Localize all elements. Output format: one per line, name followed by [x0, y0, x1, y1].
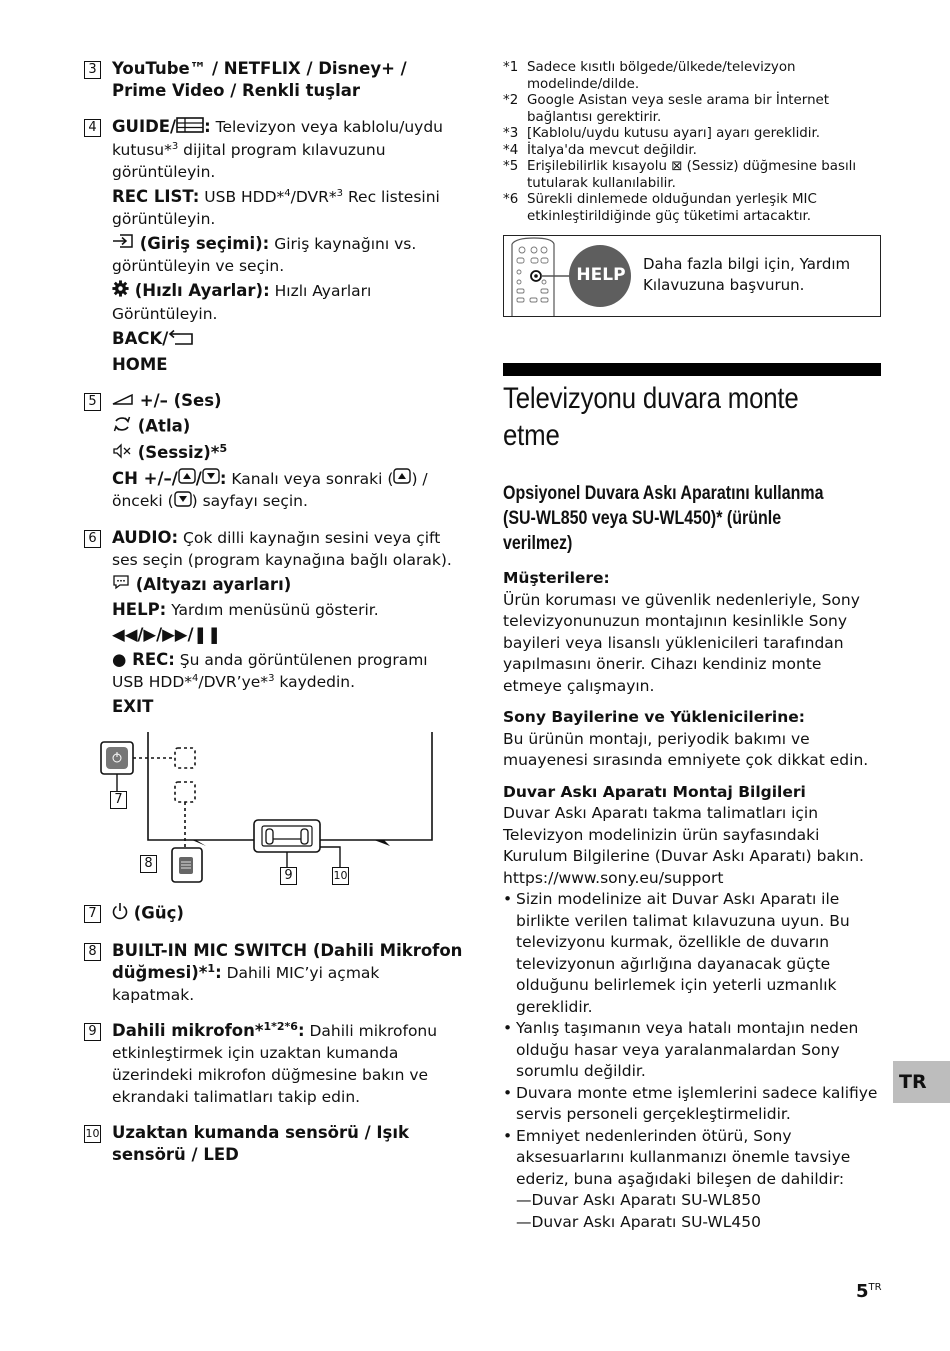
item-4	[84, 116, 464, 376]
skip-icon	[112, 415, 132, 439]
item-3-title: YouTube™ / NETFLIX / Disney+ / Prime Video / Renkli tuşlar	[112, 59, 407, 100]
footnote: *2 Google Asistan veya sesle arama bir İnternet bağlantısı gerektirir.	[503, 93, 830, 125]
footnote: *6 Sürekli dinlemede olduğundan yerleşik MIC etkinleştirildiğinde güç tüketimi artacaktır.	[503, 192, 817, 224]
footnote: *1 Sadece kısıtlı bölgede/ülkede/televizyon modelinde/dilde.	[503, 60, 796, 92]
guide-icon	[176, 117, 204, 139]
item-number: 4	[84, 119, 101, 137]
help-text: Daha fazla bilgi için, Yardım Kılavuzuna başvurun.	[643, 255, 851, 294]
item-number: 3	[84, 61, 101, 79]
callout-7: 7	[110, 791, 127, 809]
audio-line: AUDIO: Çok dilli kaynağın sesini veya çift ses seçin (program kaynağına bağlı olarak).	[112, 527, 452, 569]
bullet-item: • Yanlış taşımanın veya hatalı montajın neden olduğu hasar veya yaralanmalardan Sony sorumlu değildir.	[503, 1018, 883, 1083]
dealers-title: Sony Bayilerine ve Yüklenicilerine:	[503, 708, 805, 726]
footnotes	[503, 60, 881, 225]
item-number: 7	[84, 905, 101, 923]
help-line: HELP: Yardım menüsünü gösterir.	[112, 600, 379, 619]
page-up-icon	[178, 468, 196, 490]
language-tab: TR	[893, 1061, 950, 1103]
skip-line: (Atla)	[112, 415, 464, 439]
left-column	[84, 58, 464, 1180]
section-rule	[503, 363, 881, 376]
footnote: *4 İtalya'da mevcut değildir.	[503, 142, 697, 158]
item-8: 8 BUILT-IN MIC SWITCH (Dahili Mikrofon düğmesi)*$^1$: Dahili MIC’yi açmak kapatmak.	[84, 940, 464, 1006]
item-number: 8	[84, 943, 101, 961]
item-10: 10 Uzaktan kumanda sensörü / Işık sensörü / LED	[85, 1123, 410, 1164]
power-line: (Güç)	[112, 902, 464, 926]
wall-mount-body	[503, 568, 883, 1233]
dash-item: —Duvar Askı Aparatı SU-WL850	[516, 1191, 761, 1209]
mute-line: (Sessiz)*$^5$	[112, 442, 464, 465]
bullet-item: • Emniyet nedenlerinden ötürü, Sony aksesuarlarını kullanmanızı önemle tavsiye ederiz, buna aşağıdaki bileşen de dahildir:	[503, 1126, 883, 1191]
input-line: (Giriş seçimi): Giriş kaynağını vs. görüntüleyin ve seçin.	[112, 233, 417, 275]
section-heading: Televizyonu duvara monte etme	[503, 382, 799, 452]
input-select-icon	[112, 233, 134, 255]
mute-icon	[112, 443, 132, 465]
callout-9: 9	[280, 867, 297, 885]
item-number: 10	[84, 1125, 101, 1143]
callout-8: 8	[140, 855, 157, 873]
dealers-text: Bu ürünün montajı, periyodik bakımı ve muayenesi sırasında emniyete çok dikkat edin.	[503, 729, 869, 769]
section-subheading: Opsiyonel Duvara Askı Aparatını kullanma (SU-WL850 veya SU-WL450)* (ürünle verilmez)	[503, 482, 824, 554]
item-7	[84, 902, 464, 926]
footnote: *5 Erişilebilirlik kısayolu ⊠ (Sessiz) düğmesine basılı tutularak kullanılabilir.	[503, 159, 857, 191]
item-5	[84, 390, 464, 513]
mount-text: Duvar Askı Aparatı takma talimatları için Televizyon modelinizin ürün sayfasındaki Kurulum Bilgilerine (Duvar Askı Aparatı) bakın.	[503, 804, 864, 865]
subtitle-line: (Altyazı ayarları)	[112, 574, 464, 597]
subtitle-icon	[112, 574, 130, 596]
tv-bottom-diagram	[84, 732, 464, 892]
rec-list-line: REC LIST: USB HDD*$^4$/DVR*$^3$ Rec listesini görüntüleyin.	[112, 186, 440, 228]
item-6	[84, 527, 464, 719]
channel-line: CH +/–/ / : Kanalı veya sonraki ( ) / önceki ( ) sayfayı seçin.	[112, 468, 464, 513]
exit-label: EXIT	[112, 697, 154, 716]
item-number: 6	[84, 530, 101, 548]
gear-icon	[112, 280, 129, 303]
bullet-item: • Sizin modelinize ait Duvar Askı Aparatı ile birlikte verilen talimat kılavuzuna uyun. Bu televizyonu kurmak, özellikle de duvarın televizyonun ağırlığına dayanacak güçte olduğunu belirlemek için yeterli uzmanlık gereklidir.	[503, 889, 883, 1018]
page-down-icon	[202, 468, 220, 490]
record-line: ● REC: Şu anda görüntülenen programı USB HDD*$^4$/DVR’ye*$^3$ kaydedin.	[112, 650, 428, 691]
support-link[interactable]: https://www.sony.eu/support	[503, 868, 724, 887]
volume-icon	[112, 390, 134, 412]
page-down-icon	[174, 491, 192, 513]
guide-line: GUIDE/ : Televizyon veya kablolu/uydu kutusu*$^3$ dijital program kılavuzunu görüntüleyin.	[112, 117, 443, 181]
customers-text: Ürün koruması ve güvenlik nedenleriyle, Sony televizyonunuzun montajının kesinlikle Sony bayileri veya lisanslı yüklenicileri tarafından yapılmasını önerir. Cihazı kendiniz monte etmeye çalışmayın.	[503, 590, 860, 695]
bullet-item: • Duvara monte etme işlemlerini sadece kalifiye servis personeli gerçekleştirmelidir.	[503, 1083, 883, 1126]
help-badge: HELP	[576, 265, 626, 285]
item-number: 5	[84, 393, 101, 411]
item-number: 9	[84, 1023, 101, 1041]
transport-controls: ◀◀/▶/▶▶/❚❚	[112, 625, 222, 644]
volume-line: +/– (Ses)	[112, 390, 464, 413]
back-icon	[168, 329, 194, 351]
item-9: 9 Dahili mikrofon*$^{1*2*6}$: Dahili mikrofonu etkinleştirmek için uzaktan kumanda üzerindeki mikrofon düğmesine bakın ve ekrandaki talimatları takip edin.	[84, 1020, 464, 1108]
callout-10: 10	[332, 867, 349, 885]
home-label: HOME	[112, 354, 168, 374]
right-column	[503, 60, 881, 317]
customers-title: Müşterilere:	[503, 569, 610, 587]
help-box	[503, 235, 881, 317]
dash-item: —Duvar Askı Aparatı SU-WL450	[516, 1212, 761, 1231]
mount-title: Duvar Askı Aparatı Montaj Bilgileri	[503, 782, 806, 801]
footnote: *3 [Kablolu/uydu kutusu ayarı] ayarı gereklidir.	[503, 126, 821, 141]
item-3	[84, 58, 464, 102]
back-line: BACK/	[112, 328, 464, 351]
page-up-icon	[393, 468, 411, 490]
page-number: $5^{TR}$	[856, 1281, 882, 1302]
power-icon	[112, 902, 128, 926]
quick-settings-line: (Hızlı Ayarlar): Hızlı Ayarları Görüntüleyin.	[112, 281, 372, 323]
